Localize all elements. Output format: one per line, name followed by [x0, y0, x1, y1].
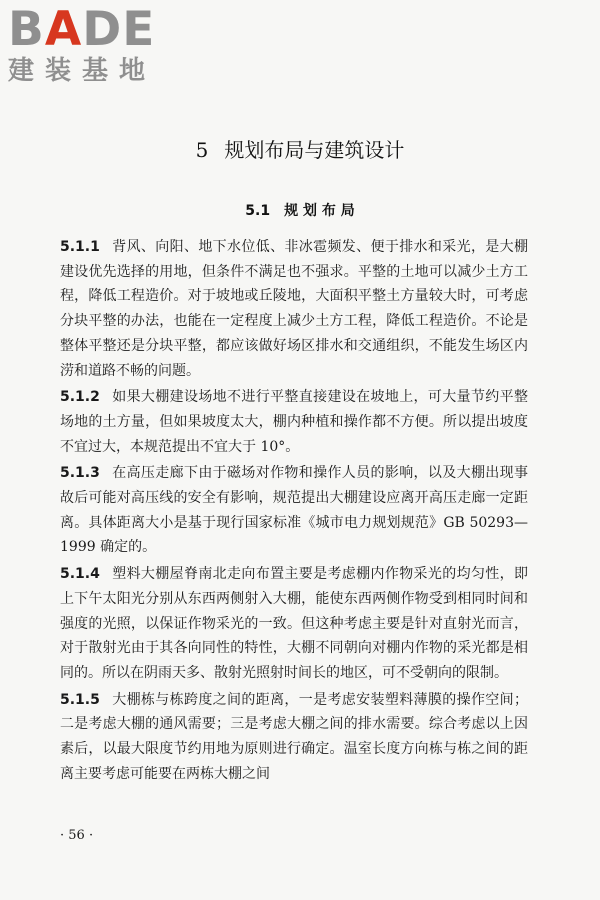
chapter-number: 5	[195, 138, 209, 162]
clause-number: 5.1.4	[60, 566, 100, 583]
logo-tagline: 建装基地	[8, 56, 157, 86]
clause-text: 塑料大棚屋脊南北走向布置主要是考虑棚内作物采光的均匀性，即上下午太阳光分别从东西两侧射入大棚，能使东西两侧作物受到相同时间和强度的光照，以保证作物采光的一致。但这种考虑主要是针对直射光而言，对于散射光由于其各向同性的特性，大棚不同朝向对棚内作物的采光都是相同的。所以在阴雨天多、散射光照射时间长的地区，可不受朝向的限制。	[60, 566, 528, 681]
brand-logo	[8, 2, 178, 88]
clause-paragraph	[60, 235, 528, 383]
clause-number: 5.1.1	[60, 239, 100, 255]
clause-number: 5.1.5	[60, 691, 100, 708]
section-title	[0, 200, 600, 222]
clause-paragraph	[60, 461, 528, 560]
logo-letter-a: A	[44, 2, 83, 57]
clause-number: 5.1.3	[60, 465, 100, 482]
section-number: 5.1	[245, 203, 271, 219]
clause-paragraph	[60, 688, 528, 787]
section-title-text: 规 划 布 局	[284, 203, 355, 219]
clause-text: 大棚栋与栋跨度之间的距离，一是考虑安装塑料薄膜的操作空间；二是考虑大棚的通风需要；三是考虑大棚之间的排水需要。综合考虑以上因素后，以最大限度节约用地为原则进行确定。温室长度方向栋与栋之间的距离主要考虑可能要在两栋大棚之间	[60, 691, 528, 782]
clause-number: 5.1.2	[60, 389, 100, 406]
logo-letters-de: DE	[82, 2, 156, 57]
clause-paragraph	[60, 562, 528, 686]
logo-letter-b: B	[8, 2, 45, 57]
body-text	[60, 235, 528, 788]
page-number: · 56 ·	[60, 828, 94, 843]
clause-text: 如果大棚建设场地不进行平整直接建设在坡地上，可大量节约平整场地的土方量，但如果坡度太大，棚内种植和操作都不方便。所以提出坡度不宜过大，本规范提出不宜大于 10°。	[60, 389, 528, 455]
logo-wordmark	[8, 2, 156, 57]
clause-text: 在高压走廊下由于磁场对作物和操作人员的影响，以及大棚出现事故后可能对高压线的安全有影响，规范提出大棚建设应离开高压走廊一定距离。具体距离大小是基于现行国家标准《城市电力规划规范》GB 50293—1999 确定的。	[60, 465, 528, 556]
chapter-title-text: 规划布局与建筑设计	[224, 138, 405, 162]
clause-paragraph	[60, 385, 528, 459]
clause-text: 背风、向阳、地下水位低、非冰雹频发、便于排水和采光，是大棚建设优先选择的用地，但条件不满足也不强求。平整的土地可以减少土方工程，降低工程造价。对于坡地或丘陵地，大面积平整土方量较大时，可考虑分块平整的办法，也能在一定程度上减少土方工程，降低工程造价。不论是整体平整还是分块平整，都应该做好场区排水和交通组织，不能发生场区内涝和道路不畅的问题。	[60, 239, 528, 379]
chapter-title	[0, 136, 600, 164]
